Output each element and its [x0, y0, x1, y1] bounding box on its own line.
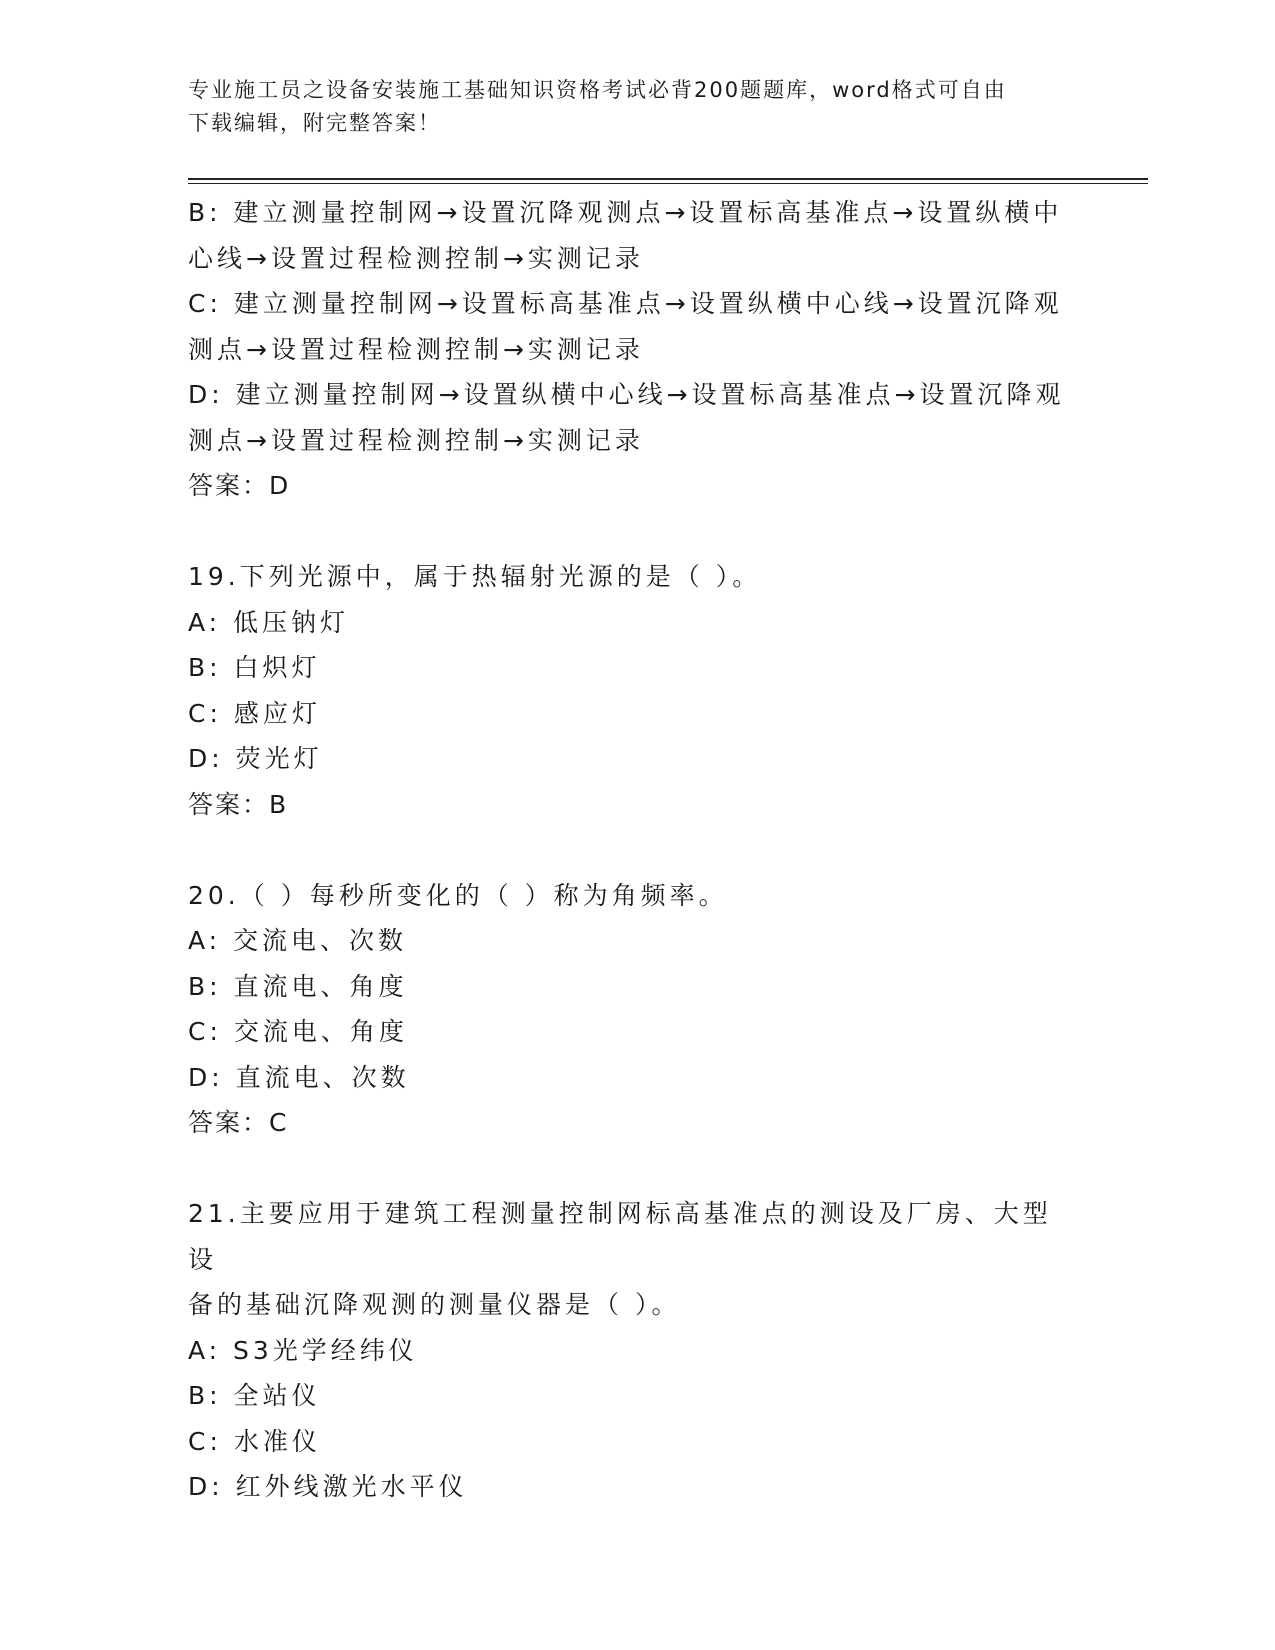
q20-question: 20.（ ）每秒所变化的（ ）称为角频率。	[188, 880, 728, 910]
spacer	[188, 827, 1068, 873]
question-21-block	[188, 1191, 1068, 1510]
q18-option-c-line-2: 测点→设置过程检测控制→实测记录	[188, 334, 644, 364]
q21-option-a: A: S3光学经纬仪	[188, 1335, 418, 1365]
q21-question-line-1: 21.主要应用于建筑工程测量控制网标高基准点的测设及厂房、大型设	[188, 1199, 1052, 1274]
q19-option-a: A: 低压钠灯	[188, 607, 350, 637]
q18-answer: 答案：D	[188, 471, 291, 500]
q20-option-d: D: 直流电、次数	[188, 1062, 410, 1092]
q19-option-c: C: 感应灯	[188, 698, 321, 728]
q19-option-d: D: 荧光灯	[188, 744, 323, 773]
q21-option-d: D: 红外线激光水平仪	[188, 1472, 468, 1501]
q18-option-c-line-1: C: 建立测量控制网→设置标高基准点→设置纵横中心线→设置沉降观	[188, 289, 1063, 318]
q18-option-d-line-1: D: 建立测量控制网→设置纵横中心线→设置标高基准点→设置沉降观	[188, 380, 1065, 409]
q21-question-line-2: 备的基础沉降观测的测量仪器是（ ）。	[188, 1290, 681, 1319]
q18-option-b-line-1: B: 建立测量控制网→设置沉降观测点→设置标高基准点→设置纵横中	[188, 198, 1063, 227]
q19-option-b: B: 白炽灯	[188, 653, 321, 682]
header-divider-thick	[188, 178, 1148, 180]
q19-question: 19.下列光源中，属于热辐射光源的是（ ）。	[188, 562, 762, 591]
header-line-2: 下载编辑，附完整答案！	[188, 111, 441, 135]
question-content	[188, 190, 1068, 1510]
q18-option-d-line-2: 测点→设置过程检测控制→实测记录	[188, 425, 644, 455]
q20-option-b: B: 直流电、角度	[188, 971, 408, 1001]
q20-answer: 答案：C	[188, 1108, 289, 1137]
q21-option-c: C: 水准仪	[188, 1426, 321, 1456]
question-18-block	[188, 190, 1068, 509]
document-header	[188, 74, 1068, 140]
q19-answer: 答案：B	[188, 789, 289, 819]
q20-option-a: A: 交流电、次数	[188, 926, 408, 955]
spacer	[188, 509, 1068, 555]
question-19-block	[188, 554, 1068, 827]
q18-option-b-line-2: 心线→设置过程检测控制→实测记录	[188, 243, 644, 273]
spacer	[188, 1146, 1068, 1192]
q21-option-b: B: 全站仪	[188, 1381, 321, 1410]
header-divider-thin	[188, 183, 1148, 184]
header-line-1: 专业施工员之设备安装施工基础知识资格考试必背200题题库，word格式可自由	[188, 78, 1007, 102]
q20-option-c: C: 交流电、角度	[188, 1017, 408, 1046]
question-20-block	[188, 873, 1068, 1146]
